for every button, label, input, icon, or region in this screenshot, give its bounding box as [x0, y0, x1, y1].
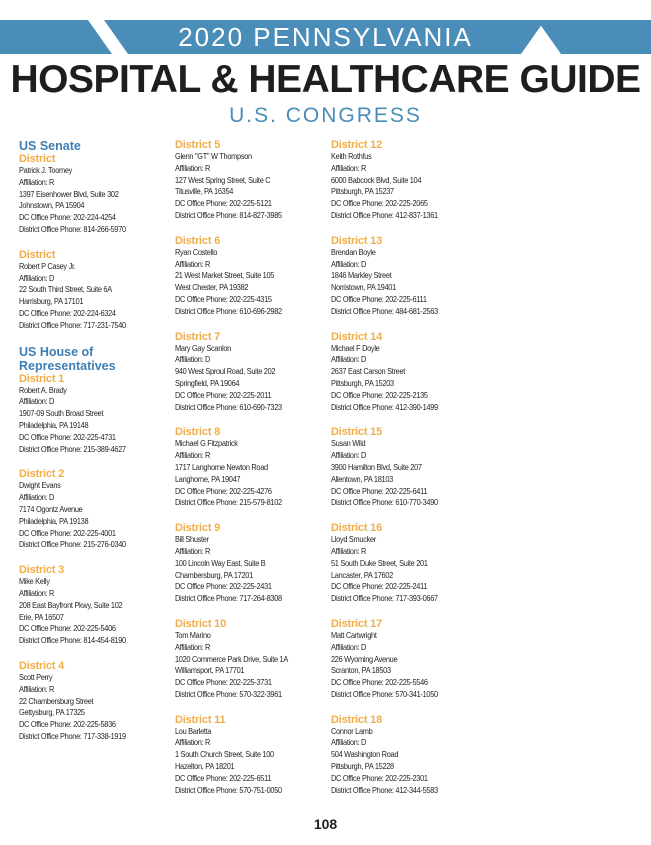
rep-affiliation: Affiliation: R	[175, 162, 211, 173]
rep-address: 22 South Third Street, Suite 6A	[19, 284, 112, 295]
rep-dc-phone: DC Office Phone: 202-225-4276	[175, 485, 272, 496]
rep-city: Hazelton, PA 18201	[175, 761, 235, 772]
rep-address: 51 South Duke Street, Suite 201	[331, 557, 428, 568]
rep-affiliation: Affiliation: R	[175, 258, 211, 269]
district-label: District 17	[331, 617, 382, 630]
rep-city: Scranton, PA 18503	[331, 665, 391, 676]
rep-affiliation: Affiliation: D	[331, 450, 367, 461]
rep-name: Glenn "GT" W Thompson	[175, 151, 252, 161]
district-label: District 9	[175, 522, 221, 535]
rep-address: 2637 East Carson Street	[331, 366, 406, 377]
rep-affiliation: Affiliation: R	[331, 162, 367, 173]
rep-district-phone: District Office Phone: 610-690-7323	[175, 401, 282, 412]
rep-affiliation: Affiliation: R	[175, 737, 211, 748]
rep-affiliation: Affiliation: D	[331, 641, 367, 652]
rep-address: 226 Wyoming Avenue	[331, 653, 398, 664]
rep-name: Tom Marino	[175, 629, 211, 640]
district-entry	[19, 468, 169, 551]
district-label: District 16	[331, 522, 382, 535]
rep-city: Gettysburg, PA 17325	[19, 707, 85, 718]
rep-district-phone: District Office Phone: 814-827-3985	[175, 209, 282, 220]
rep-district-phone: District Office Phone: 412-344-5583	[331, 784, 438, 795]
rep-district-phone: District Office Phone: 570-751-0050	[175, 784, 282, 795]
rep-affiliation: Affiliation: D	[175, 354, 211, 365]
district-label: District 3	[19, 564, 65, 577]
rep-city: Pittsburgh, PA 15203	[331, 377, 394, 388]
rep-affiliation: Affiliation: R	[19, 587, 55, 598]
rep-district-phone: District Office Phone: 717-231-7540	[19, 319, 126, 330]
rep-dc-phone: DC Office Phone: 202-225-2431	[175, 581, 272, 592]
rep-dc-phone: DC Office Phone: 202-225-5406	[19, 623, 116, 634]
rep-address: 22 Chambersburg Street	[19, 695, 94, 706]
district-entry	[331, 235, 491, 318]
district-label: District 1	[19, 372, 65, 385]
rep-district-phone: District Office Phone: 814-266-5970	[19, 223, 126, 234]
district-entry	[175, 235, 330, 318]
rep-city: Titusville, PA 16354	[175, 186, 234, 197]
rep-city: Lancaster, PA 17602	[331, 569, 393, 580]
rep-name: Bill Shuster	[175, 534, 209, 545]
rep-district-phone: District Office Phone: 215-579-8102	[175, 497, 282, 508]
rep-address: 1717 Langhorne Newton Road	[175, 461, 268, 472]
district-entry	[175, 714, 330, 797]
rep-dc-phone: DC Office Phone: 202-225-6511	[175, 772, 272, 783]
district-label: District	[19, 248, 56, 261]
district-entry	[175, 426, 330, 509]
house-heading: US House of Representatives	[19, 344, 116, 373]
rep-name: Patrick J. Toomey	[19, 165, 73, 175]
rep-name: Michael F Doyle	[331, 342, 380, 353]
district-entry	[331, 139, 491, 222]
rep-address: 127 West Spring Street, Suite C	[175, 174, 271, 185]
rep-dc-phone: DC Office Phone: 202-225-5546	[331, 677, 428, 688]
district-label: District 13	[331, 234, 382, 247]
district-label: District 11	[175, 713, 226, 726]
rep-address: 1846 Markley Street	[331, 270, 392, 281]
rep-name: Dwight Evans	[19, 480, 61, 491]
header-banner	[0, 20, 651, 54]
rep-address: 1 South Church Street, Suite 100	[175, 749, 274, 760]
district-entry	[331, 331, 491, 414]
rep-address: 1907-09 South Broad Street	[19, 408, 104, 419]
rep-dc-phone: DC Office Phone: 202-225-4315	[175, 293, 272, 304]
rep-district-phone: District Office Phone: 814-454-8190	[19, 635, 126, 646]
rep-name: Mike Kelly	[19, 576, 50, 587]
rep-name: Michael G Fitzpatrick	[175, 438, 238, 449]
rep-address: 504 Washington Road	[331, 749, 399, 760]
page-title: HOSPITAL & HEALTHCARE GUIDE	[10, 58, 641, 101]
page-subtitle: U.S. CONGRESS	[229, 104, 422, 127]
rep-address: 1020 Commerce Park Drive, Suite 1A	[175, 653, 288, 664]
district-label: District 6	[175, 234, 221, 247]
banner-title: 2020 PENNSYLVANIA	[178, 22, 473, 52]
district-entry	[19, 373, 169, 456]
rep-name: Brendan Boyle	[331, 246, 376, 257]
rep-affiliation: Affiliation: R	[175, 545, 211, 556]
rep-affiliation: Affiliation: R	[175, 450, 211, 461]
rep-dc-phone: DC Office Phone: 202-225-5836	[19, 719, 116, 730]
rep-name: Lou Barletta	[175, 725, 212, 736]
rep-dc-phone: DC Office Phone: 202-225-5121	[175, 198, 272, 209]
district-label: District 5	[175, 139, 221, 151]
rep-city: Pittsburgh, PA 15228	[331, 761, 394, 772]
district-entry	[175, 331, 330, 414]
rep-district-phone: District Office Phone: 717-338-1919	[19, 730, 126, 741]
column-3	[331, 139, 491, 809]
rep-dc-phone: DC Office Phone: 202-225-6411	[331, 485, 428, 496]
district-label: District 8	[175, 426, 221, 439]
rep-address: 3900 Hamilton Blvd, Suite 207	[331, 461, 422, 472]
rep-city: West Chester, PA 19382	[175, 282, 249, 293]
district-entry	[19, 660, 169, 743]
district-label: District 4	[19, 659, 65, 672]
column-1	[19, 139, 169, 756]
rep-address: 940 West Sproul Road, Suite 202	[175, 366, 276, 377]
rep-affiliation: Affiliation: D	[331, 737, 367, 748]
rep-address: 6000 Babcock Blvd, Suite 104	[331, 174, 422, 185]
rep-name: Robert P Casey Jr.	[19, 260, 76, 271]
rep-district-phone: District Office Phone: 412-837-1361	[331, 209, 438, 220]
rep-district-phone: District Office Phone: 215-389-4627	[19, 443, 126, 454]
district-entry	[331, 714, 491, 797]
district-label: District 7	[175, 330, 221, 343]
rep-dc-phone: DC Office Phone: 202-225-2011	[175, 389, 272, 400]
district-label: District 12	[331, 139, 382, 151]
district-label: District 2	[19, 468, 65, 481]
rep-affiliation: Affiliation: R	[331, 545, 367, 556]
rep-district-phone: District Office Phone: 717-393-0667	[331, 593, 438, 604]
rep-name: Lloyd Smucker	[331, 534, 376, 545]
senator-entry	[19, 153, 169, 236]
rep-city: Williamsport, PA 17701	[175, 665, 245, 676]
rep-district-phone: District Office Phone: 570-341-1050	[331, 688, 438, 699]
rep-affiliation: Affiliation: D	[19, 396, 55, 407]
rep-district-phone: District Office Phone: 215-276-0340	[19, 539, 126, 550]
district-label: District	[19, 153, 56, 165]
rep-district-phone: District Office Phone: 610-770-3490	[331, 497, 438, 508]
rep-name: Mary Gay Scanlon	[175, 342, 231, 353]
rep-district-phone: District Office Phone: 610-696-2982	[175, 305, 282, 316]
rep-affiliation: Affiliation: D	[19, 272, 55, 283]
rep-dc-phone: DC Office Phone: 202-225-2411	[331, 581, 428, 592]
rep-city: Philadelphia, PA 19138	[19, 515, 89, 526]
rep-name: Connor Lamb	[331, 725, 373, 736]
rep-affiliation: Affiliation: R	[175, 641, 211, 652]
rep-address: 21 West Market Street, Suite 105	[175, 270, 275, 281]
rep-city: Erie, PA 16507	[19, 611, 64, 622]
rep-affiliation: Affiliation: D	[331, 258, 367, 269]
rep-address: 1397 Eisenhower Blvd, Suite 302	[19, 188, 119, 199]
rep-affiliation: Affiliation: R	[19, 176, 55, 187]
rep-dc-phone: DC Office Phone: 202-225-2301	[331, 772, 428, 783]
district-entry	[331, 426, 491, 509]
rep-dc-phone: DC Office Phone: 202-225-2135	[331, 389, 428, 400]
rep-address: 208 East Bayfront Pkwy, Suite 102	[19, 599, 123, 610]
district-entry	[331, 522, 491, 605]
rep-city: Pittsburgh, PA 15237	[331, 186, 394, 197]
rep-affiliation: Affiliation: R	[19, 683, 55, 694]
senator-entry	[19, 249, 169, 332]
rep-city: Norristown, PA 19401	[331, 282, 396, 293]
district-entry	[19, 564, 169, 647]
rep-dc-phone: DC Office Phone: 202-225-3731	[175, 677, 272, 688]
rep-city: Philadelphia, PA 19148	[19, 419, 89, 430]
district-entry	[175, 139, 330, 222]
rep-dc-phone: DC Office Phone: 202-225-2065	[331, 198, 428, 209]
rep-dc-phone: DC Office Phone: 202-224-6324	[19, 307, 116, 318]
rep-name: Scott Perry	[19, 671, 53, 682]
district-label: District 15	[331, 426, 382, 439]
rep-city: Chambersburg, PA 17201	[175, 569, 253, 580]
column-2	[175, 139, 330, 809]
district-entry	[331, 618, 491, 701]
rep-affiliation: Affiliation: D	[19, 492, 55, 503]
district-entry	[175, 522, 330, 605]
district-label: District 18	[331, 713, 382, 726]
rep-address: 7174 Ogontz Avenue	[19, 503, 83, 514]
district-label: District 10	[175, 617, 226, 630]
rep-name: Keith Rothfus	[331, 151, 372, 161]
rep-district-phone: District Office Phone: 412-390-1499	[331, 401, 438, 412]
rep-name: Susan Wild	[331, 438, 366, 449]
page-number: 108	[313, 816, 338, 832]
district-entry	[175, 618, 330, 701]
rep-city: Harrisburg, PA 17101	[19, 296, 84, 307]
rep-dc-phone: DC Office Phone: 202-225-6111	[331, 293, 427, 304]
rep-dc-phone: DC Office Phone: 202-224-4254	[19, 212, 116, 223]
rep-name: Ryan Costello	[175, 246, 218, 257]
rep-affiliation: Affiliation: D	[331, 354, 367, 365]
rep-district-phone: District Office Phone: 717-264-8308	[175, 593, 282, 604]
rep-city: Johnstown, PA 15904	[19, 200, 85, 211]
rep-city: Allentown, PA 18103	[331, 473, 393, 484]
senate-heading: US Senate	[19, 139, 81, 153]
rep-dc-phone: DC Office Phone: 202-225-4731	[19, 431, 116, 442]
district-label: District 14	[331, 330, 382, 343]
rep-city: Langhorne, PA 19047	[175, 473, 241, 484]
rep-city: Springfield, PA 19064	[175, 377, 240, 388]
rep-dc-phone: DC Office Phone: 202-225-4001	[19, 527, 116, 538]
rep-address: 100 Lincoln Way East, Suite B	[175, 557, 266, 568]
rep-district-phone: District Office Phone: 570-322-3961	[175, 688, 282, 699]
rep-name: Robert A. Brady	[19, 384, 67, 395]
rep-name: Matt Cartwright	[331, 629, 377, 640]
rep-district-phone: District Office Phone: 484-681-2563	[331, 305, 438, 316]
